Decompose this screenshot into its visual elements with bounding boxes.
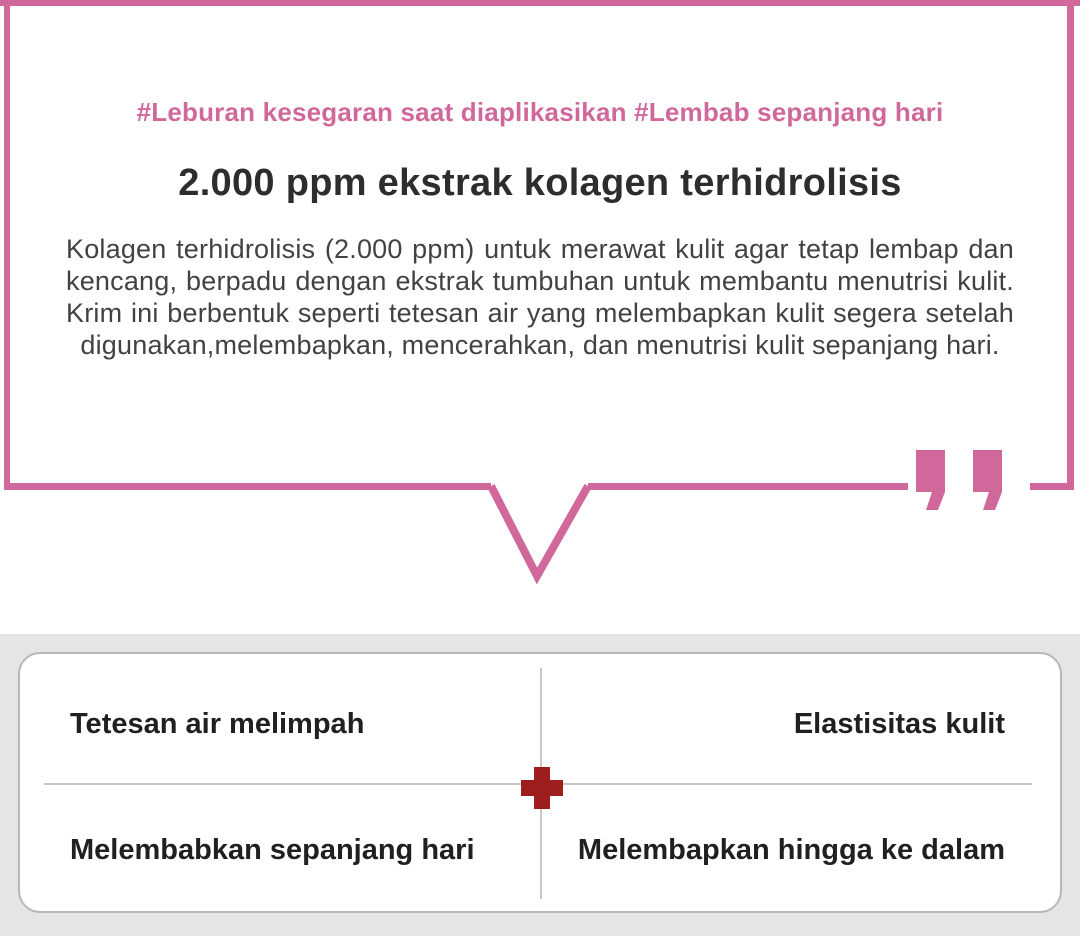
features-section [0, 634, 1080, 936]
bubble-border-bottom-left [4, 483, 491, 490]
quote-icon [916, 450, 1002, 510]
product-heading: 2.000 ppm ekstrak kolagen terhidrolisis [178, 162, 902, 204]
plus-cross-icon [521, 767, 563, 809]
hashtag-line: #Leburan kesegaran saat diaplikasikan #Lembab sepanjang hari [136, 97, 944, 127]
product-description: Kolagen terhidrolisis (2.000 ppm) untuk merawat kulit agar tetap lembap dan kencang, berpadu dengan ekstrak tumbuhan untuk membantu menutrisi kulit. Krim ini berbentuk seperti tetesan air yang melembapkan kulit segera setelah digunakan,melembapkan, mencerahkan, dan menutrisi kulit sepanjang hari. [66, 234, 1014, 360]
plus-cross-vertical-bar [534, 767, 550, 809]
feature-top-left: Tetesan air melimpah [70, 708, 365, 740]
bubble-border-bottom-middle [588, 483, 908, 490]
speech-bubble-tail [491, 486, 588, 576]
bubble-content [0, 0, 1080, 361]
feature-bottom-left: Melembabkan sepanjang hari [70, 834, 475, 866]
features-card [18, 652, 1062, 913]
bubble-border-bottom-right [1030, 483, 1074, 490]
feature-bottom-right: Melembapkan hingga ke dalam [577, 834, 1005, 866]
feature-top-right: Elastisitas kulit [793, 708, 1005, 740]
